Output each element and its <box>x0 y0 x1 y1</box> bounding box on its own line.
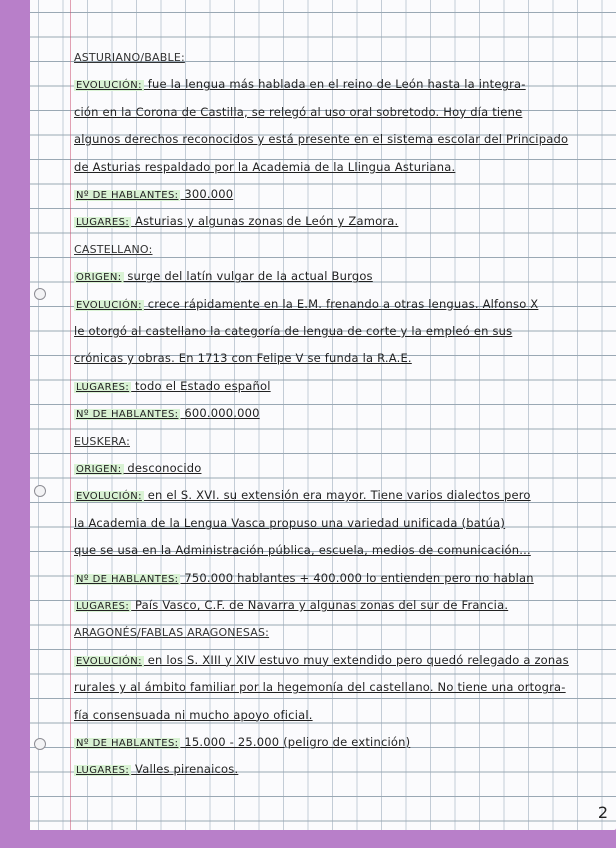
line-text: crónicas y obras. En 1713 con Felipe V se funda la R.A.E. <box>74 351 412 366</box>
field-text: Valles pirenaicos. <box>131 762 239 777</box>
field-label: LUGARES: <box>76 381 130 393</box>
line-text: algunos derechos reconocidos y está presente en el sistema escolar del Principado <box>74 132 569 147</box>
field-text: en el S. XVI. su extensión era mayor. Tiene varios dialectos pero <box>143 488 531 503</box>
labeled-line <box>74 735 604 749</box>
field-text: fue la lengua más hablada en el reino de León hasta la integra- <box>143 77 526 92</box>
heading-text: EUSKERA: <box>74 434 130 448</box>
labeled-line <box>74 488 604 502</box>
field-label: Nº DE HABLANTES: <box>76 573 179 585</box>
heading-text: ARAGONÉS/FABLAS ARAGONESAS: <box>74 626 270 640</box>
field-label: EVOLUCIÓN: <box>76 80 142 92</box>
field-text: todo el Estado español <box>131 378 271 393</box>
text-line <box>74 324 604 338</box>
text-line <box>74 351 604 365</box>
labeled-line <box>74 598 604 612</box>
section-heading <box>74 242 604 256</box>
field-text: 300.000 <box>180 187 234 201</box>
field-text: País Vasco, C.F. de Navarra y algunas zonas del sur de Francia. <box>131 598 509 612</box>
field-label: EVOLUCIÓN: <box>76 655 142 667</box>
heading-text: CASTELLANO: <box>74 242 153 256</box>
field-label: EVOLUCIÓN: <box>76 491 142 503</box>
section-heading <box>74 50 604 64</box>
field-text: 750.000 hablantes + 400.000 lo entienden pero no hablan <box>180 570 534 585</box>
section-heading <box>74 625 604 639</box>
page-number: 2 <box>597 803 608 822</box>
text-line <box>74 680 604 694</box>
line-text: la Academia de la Lengua Vasca propuso una variedad unificada (batúa) <box>74 515 506 530</box>
line-text: que se usa en la Administración pública, escuela, medios de comunicación... <box>74 543 531 558</box>
labeled-line <box>74 653 604 667</box>
punch-hole <box>34 288 46 300</box>
punch-hole <box>34 485 46 497</box>
punch-hole <box>34 738 46 750</box>
labeled-line <box>74 214 604 228</box>
field-text: en los S. XIII y XIV estuvo muy extendido pero quedó relegado a zonas <box>143 652 569 667</box>
field-label: ORIGEN: <box>76 464 122 475</box>
field-label: EVOLUCIÓN: <box>76 299 142 311</box>
field-label: LUGARES: <box>76 601 130 612</box>
field-label: LUGARES: <box>76 217 130 229</box>
field-label: ORIGEN: <box>76 272 122 284</box>
field-text: Asturias y algunas zonas de León y Zamora. <box>131 214 399 229</box>
line-text: le otorgó al castellano la categoría de lengua de corte y la empleó en sus <box>74 324 513 338</box>
labeled-line <box>74 406 604 420</box>
field-label: Nº DE HABLANTES: <box>76 738 179 749</box>
text-line <box>74 543 604 557</box>
labeled-line <box>74 77 604 91</box>
field-text: crece rápidamente en la E.M. frenando a otras lenguas. Alfonso X <box>143 296 539 311</box>
text-line <box>74 105 604 119</box>
heading-text: ASTURIANO/BABLE: <box>74 51 185 64</box>
labeled-line <box>74 762 604 776</box>
labeled-line <box>74 187 604 201</box>
text-line <box>74 132 604 146</box>
field-label: Nº DE HABLANTES: <box>76 190 179 201</box>
labeled-line <box>74 379 604 393</box>
field-label: LUGARES: <box>76 765 130 777</box>
labeled-line <box>74 461 604 475</box>
labeled-line <box>74 269 604 283</box>
text-line <box>74 516 604 530</box>
line-text: rurales y al ámbito familiar por la hegemonía del castellano. No tiene una ortogra- <box>74 680 566 695</box>
labeled-line <box>74 571 604 585</box>
notebook-page <box>30 0 616 830</box>
text-line <box>74 708 604 722</box>
line-text: de Asturias respaldado por la Academia de la Llingua Asturiana. <box>74 159 456 174</box>
labeled-line <box>74 297 604 311</box>
line-text: fía consensuada ni mucho apoyo oficial. <box>74 707 313 722</box>
field-text: 15.000 - 25.000 (peligro de extinción) <box>180 735 411 749</box>
section-heading <box>74 434 604 448</box>
text-line <box>74 160 604 174</box>
field-text: 600.000.000 <box>180 406 260 421</box>
field-text: desconocido <box>123 461 202 475</box>
margin-line <box>70 0 71 830</box>
line-text: ción en la Corona de Castilla, se relegó al uso oral sobretodo. Hoy día tiene <box>74 104 523 119</box>
field-label: Nº DE HABLANTES: <box>76 409 179 421</box>
field-text: surge del latín vulgar de la actual Burgos <box>123 269 373 284</box>
